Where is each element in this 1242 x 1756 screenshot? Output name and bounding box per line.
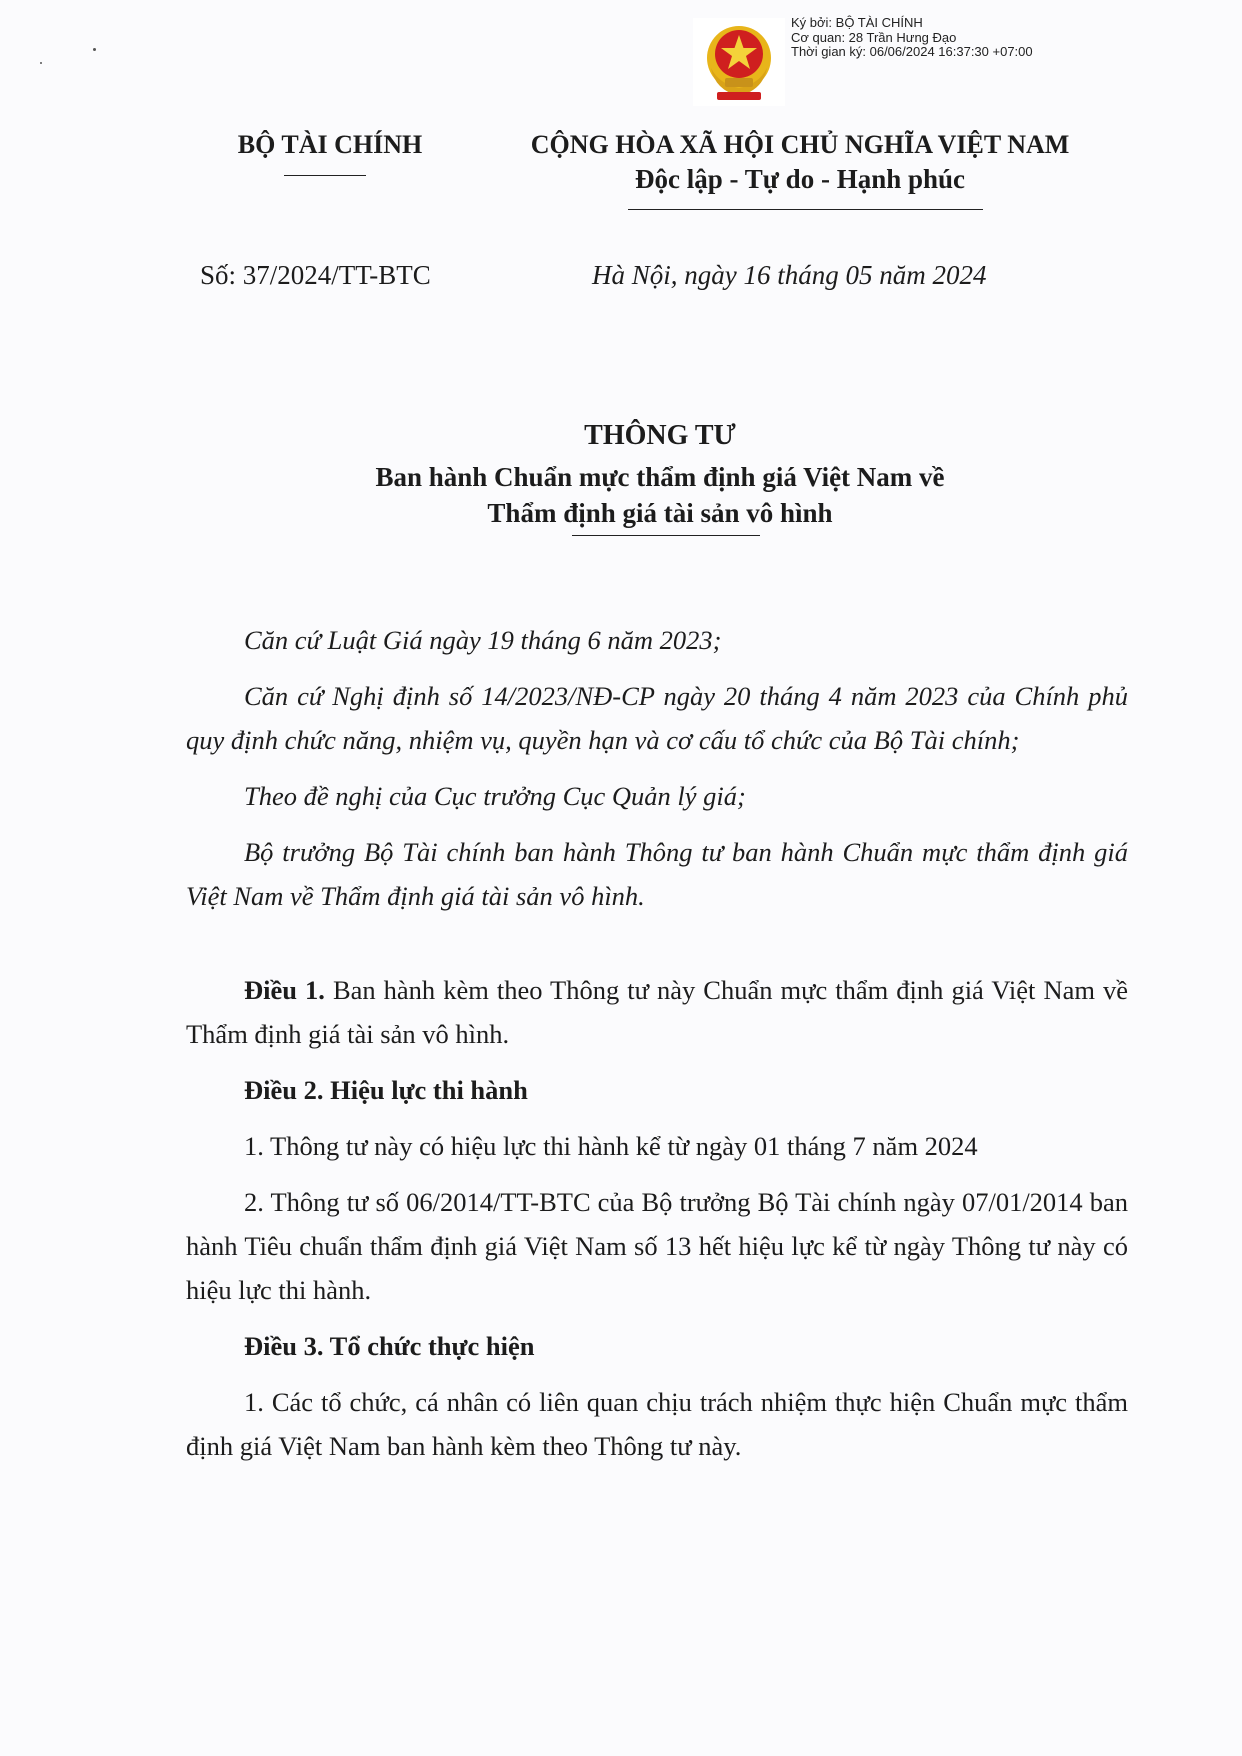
preamble-paragraph: Bộ trưởng Bộ Tài chính ban hành Thông tư ban hành Chuẩn mực thẩm định giá Việt Nam về Thẩm định giá tài sản vô hình. (186, 837, 1128, 911)
national-motto: Độc lập - Tự do - Hạnh phúc (634, 164, 966, 194)
article-3-clause: 1. Các tổ chức, cá nhân có liên quan chịu trách nhiệm thực hiện Chuẩn mực thẩm định giá Việt Nam ban hành kèm theo Thông tư này. (186, 1387, 1128, 1461)
preamble-paragraph: Căn cứ Luật Giá ngày 19 tháng 6 năm 2023; (244, 625, 722, 655)
document-type: THÔNG TƯ (584, 420, 736, 451)
article-1 (186, 968, 1128, 1056)
subject-line-1: Ban hành Chuẩn mực thẩm định giá Việt Nam về (375, 462, 945, 492)
ministry-underline (284, 175, 366, 176)
signing-time: Thời gian ký: 06/06/2024 16:37:30 +07:00 (791, 44, 1033, 59)
motto-underline (628, 209, 983, 210)
national-title: CỘNG HÒA XÃ HỘI CHỦ NGHĨA VIỆT NAM (530, 130, 1070, 159)
article-2-heading: Điều 2. Hiệu lực thi hành (244, 1075, 528, 1105)
article-1-label: Điều 1. (244, 975, 325, 1005)
signed-by: Ký bởi: BỘ TÀI CHÍNH (791, 15, 923, 30)
article-1-text: Ban hành kèm theo Thông tư này Chuẩn mực thẩm định giá Việt Nam về Thẩm định giá tài sản vô hình. (186, 975, 1128, 1049)
preamble-paragraph: Căn cứ Nghị định số 14/2023/NĐ-CP ngày 20 tháng 4 năm 2023 của Chính phủ quy định chức năng, nhiệm vụ, quyền hạn và cơ cấu tổ chức của Bộ Tài chính; (186, 681, 1128, 755)
title-underline (572, 535, 760, 536)
signing-agency: Cơ quan: 28 Trần Hưng Đạo (791, 29, 957, 45)
article-2-clause: 2. Thông tư số 06/2014/TT-BTC của Bộ trưởng Bộ Tài chính ngày 07/01/2014 ban hành Tiêu chuẩn thẩm định giá Việt Nam số 13 hết hiệu lực kể từ ngày Thông tư này có hiệu lực thi hành. (186, 1187, 1128, 1305)
document-number: Số: 37/2024/TT-BTC (200, 260, 431, 290)
preamble-paragraph: Theo đề nghị của Cục trưởng Cục Quản lý giá; (244, 781, 746, 811)
subject-line-2: Thẩm định giá tài sản vô hình (487, 498, 833, 528)
issuing-ministry: BỘ TÀI CHÍNH (237, 130, 423, 159)
document-body (186, 618, 1128, 1468)
article-3-heading: Điều 3. Tổ chức thực hiện (244, 1331, 535, 1361)
article-2-clause: 1. Thông tư này có hiệu lực thi hành kể từ ngày 01 tháng 7 năm 2024 (244, 1131, 978, 1161)
document-subject (250, 459, 1070, 531)
scan-speck (93, 48, 96, 51)
national-emblem-icon (693, 18, 785, 106)
scan-speck (40, 62, 42, 64)
place-and-date: Hà Nội, ngày 16 tháng 05 năm 2024 (592, 260, 987, 290)
digital-signature-info (791, 16, 1033, 60)
